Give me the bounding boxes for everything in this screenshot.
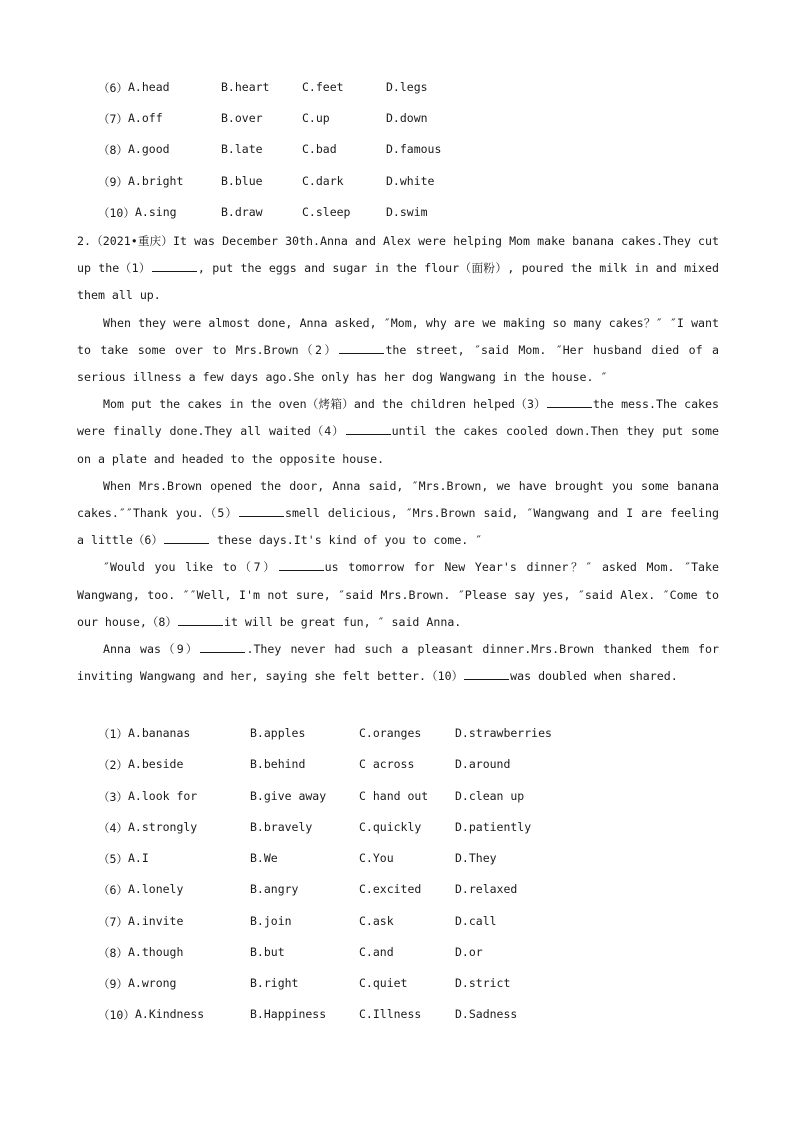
option-c: C.excited <box>359 882 422 896</box>
option-a: A.off <box>128 111 163 125</box>
option-b: B.draw <box>221 205 263 219</box>
option-a: A.strongly <box>128 820 198 834</box>
option-a: A.good <box>128 142 170 156</box>
passage-text: .They never had such a pleasant dinner.Mrs.Brown thanked them for inviting Wangwang and her, saying she felt better.（10） <box>77 642 719 684</box>
option-a: A.lonely <box>128 882 184 896</box>
passage-text: 2.（2021•重庆）It was December 30th.Anna and Alex were helping Mom make banana cakes.They cut up the（1） <box>77 234 719 276</box>
blank-3 <box>547 395 592 408</box>
blank-10 <box>464 667 509 680</box>
question-number: （7） <box>98 112 128 126</box>
question-number: （6） <box>98 883 128 897</box>
option-b: B.give away <box>250 789 327 803</box>
question-number: （8） <box>98 946 128 960</box>
passage-paragraph-4 <box>77 473 719 555</box>
option-b: B.blue <box>221 174 263 188</box>
option-b: B.Happiness <box>250 1007 327 1021</box>
option-d: D.strict <box>455 976 511 990</box>
question-number: （10） <box>98 206 135 220</box>
blank-6 <box>164 531 209 544</box>
option-d: D.swim <box>386 205 428 219</box>
passage-text: Mom put the cakes in the oven（烤箱）and the children helped（3） <box>103 397 546 412</box>
blank-2 <box>339 341 384 354</box>
option-a: A.sing <box>135 205 177 219</box>
passage-paragraph-1 <box>77 228 719 310</box>
option-b: B.join <box>250 914 292 928</box>
option-a: A.bright <box>128 174 184 188</box>
blank-1 <box>152 259 197 272</box>
option-a: A.Kindness <box>135 1007 205 1021</box>
option-d: D.call <box>455 914 497 928</box>
option-b: B.angry <box>250 882 299 896</box>
option-c: C.ask <box>359 914 394 928</box>
option-c: C.and <box>359 945 394 959</box>
question-number: （3） <box>98 790 128 804</box>
passage-text: Anna was（9） <box>103 642 200 657</box>
option-d: D.around <box>455 757 511 771</box>
question-number: （10） <box>98 1008 135 1022</box>
option-d: D.down <box>386 111 428 125</box>
blank-4 <box>346 422 391 435</box>
option-a: A.bananas <box>128 726 191 740</box>
blank-8 <box>178 613 223 626</box>
question-number: （5） <box>98 852 128 866</box>
passage-text: When Mrs.Brown opened the door, Anna said, ″Mrs.Brown, we have brought you some banana cakes.″″Thank you.（5） <box>77 478 719 521</box>
passage-paragraph-3 <box>77 391 719 473</box>
passage-text: these days.It's kind of you to come. ″ <box>210 533 483 548</box>
option-b: B.right <box>250 976 299 990</box>
blank-9 <box>200 640 245 653</box>
option-d: D.legs <box>386 80 428 94</box>
question-number: （8） <box>98 143 128 157</box>
option-d: D.patiently <box>455 820 532 834</box>
passage-text: the street, ″said Mom. ″Her husband died of a serious illness a few days ago.She only has her dog Wangwang in the house. ″ <box>77 342 719 385</box>
option-c: C.dark <box>302 174 344 188</box>
passage-text: the mess.The cakes were finally done.They all waited（4） <box>77 397 719 439</box>
option-a: A.I <box>128 851 149 865</box>
option-d: D.famous <box>386 142 442 156</box>
option-c: C.up <box>302 111 330 125</box>
passage-text: When they were almost done, Anna asked, ″Mom, why are we making so many cakes？″ ″I want to take some over to Mrs.Brown（2） <box>77 315 719 357</box>
passage-text: until the cakes cooled down.Then they put some on a plate and headed to the opposite house. <box>77 424 719 466</box>
blank-7 <box>279 558 324 571</box>
option-b: B.apples <box>250 726 306 740</box>
option-a: A.invite <box>128 914 184 928</box>
passage-paragraph-5 <box>77 554 719 636</box>
option-b: B.behind <box>250 757 306 771</box>
option-a: A.look for <box>128 789 198 803</box>
option-c: C.feet <box>302 80 344 94</box>
option-c: C.bad <box>302 142 337 156</box>
option-c: C hand out <box>359 789 429 803</box>
option-a: A.head <box>128 80 170 94</box>
option-d: D.white <box>386 174 435 188</box>
option-c: C.quickly <box>359 820 422 834</box>
option-c: C.oranges <box>359 726 422 740</box>
passage-paragraph-2 <box>77 310 719 392</box>
option-b: B.bravely <box>250 820 313 834</box>
option-d: D.or <box>455 945 483 959</box>
option-d: D.relaxed <box>455 882 518 896</box>
question-number: （9） <box>98 175 128 189</box>
passage-text: us tomorrow for New Year's dinner？″ asked Mom. ″Take Wangwang, too. ″″Well, I'm not sure, ″said Mrs.Brown. ″Please say yes, ″said Alex. ″Come to our house,（8） <box>77 560 719 629</box>
option-c: C.sleep <box>302 205 351 219</box>
question-number: （6） <box>98 81 128 95</box>
option-c: C across <box>359 757 415 771</box>
option-d: D.They <box>455 851 497 865</box>
option-c: C.You <box>359 851 394 865</box>
passage-text: smell delicious, ″Mrs.Brown said, ″Wangwang and I are feeling a little（6） <box>77 506 719 548</box>
option-b: B.but <box>250 945 285 959</box>
blank-5 <box>239 504 284 517</box>
question-number: （9） <box>98 977 128 991</box>
option-d: D.Sadness <box>455 1007 518 1021</box>
option-b: B.over <box>221 111 263 125</box>
option-d: D.strawberries <box>455 726 552 740</box>
option-a: A.though <box>128 945 184 959</box>
option-c: C.quiet <box>359 976 408 990</box>
question-number: （4） <box>98 821 128 835</box>
passage-text: , put the eggs and sugar in the flour（面粉）, poured the milk in and mixed them all up. <box>77 261 719 303</box>
option-b: B.We <box>250 851 278 865</box>
question-number: （1） <box>98 727 128 741</box>
question-number: （2） <box>98 758 128 772</box>
option-a: A.wrong <box>128 976 177 990</box>
option-a: A.beside <box>128 757 184 771</box>
option-c: C.Illness <box>359 1007 422 1021</box>
option-b: B.late <box>221 142 263 156</box>
passage-paragraph-6 <box>77 636 719 690</box>
option-d: D.clean up <box>455 789 525 803</box>
reading-passage <box>77 228 719 690</box>
passage-text: ″Would you like to（7） <box>103 560 278 575</box>
question-number: （7） <box>98 915 128 929</box>
passage-text: it will be great fun, ″ said Anna. <box>223 614 462 629</box>
option-b: B.heart <box>221 80 270 94</box>
passage-text: was doubled when shared. <box>510 669 678 684</box>
